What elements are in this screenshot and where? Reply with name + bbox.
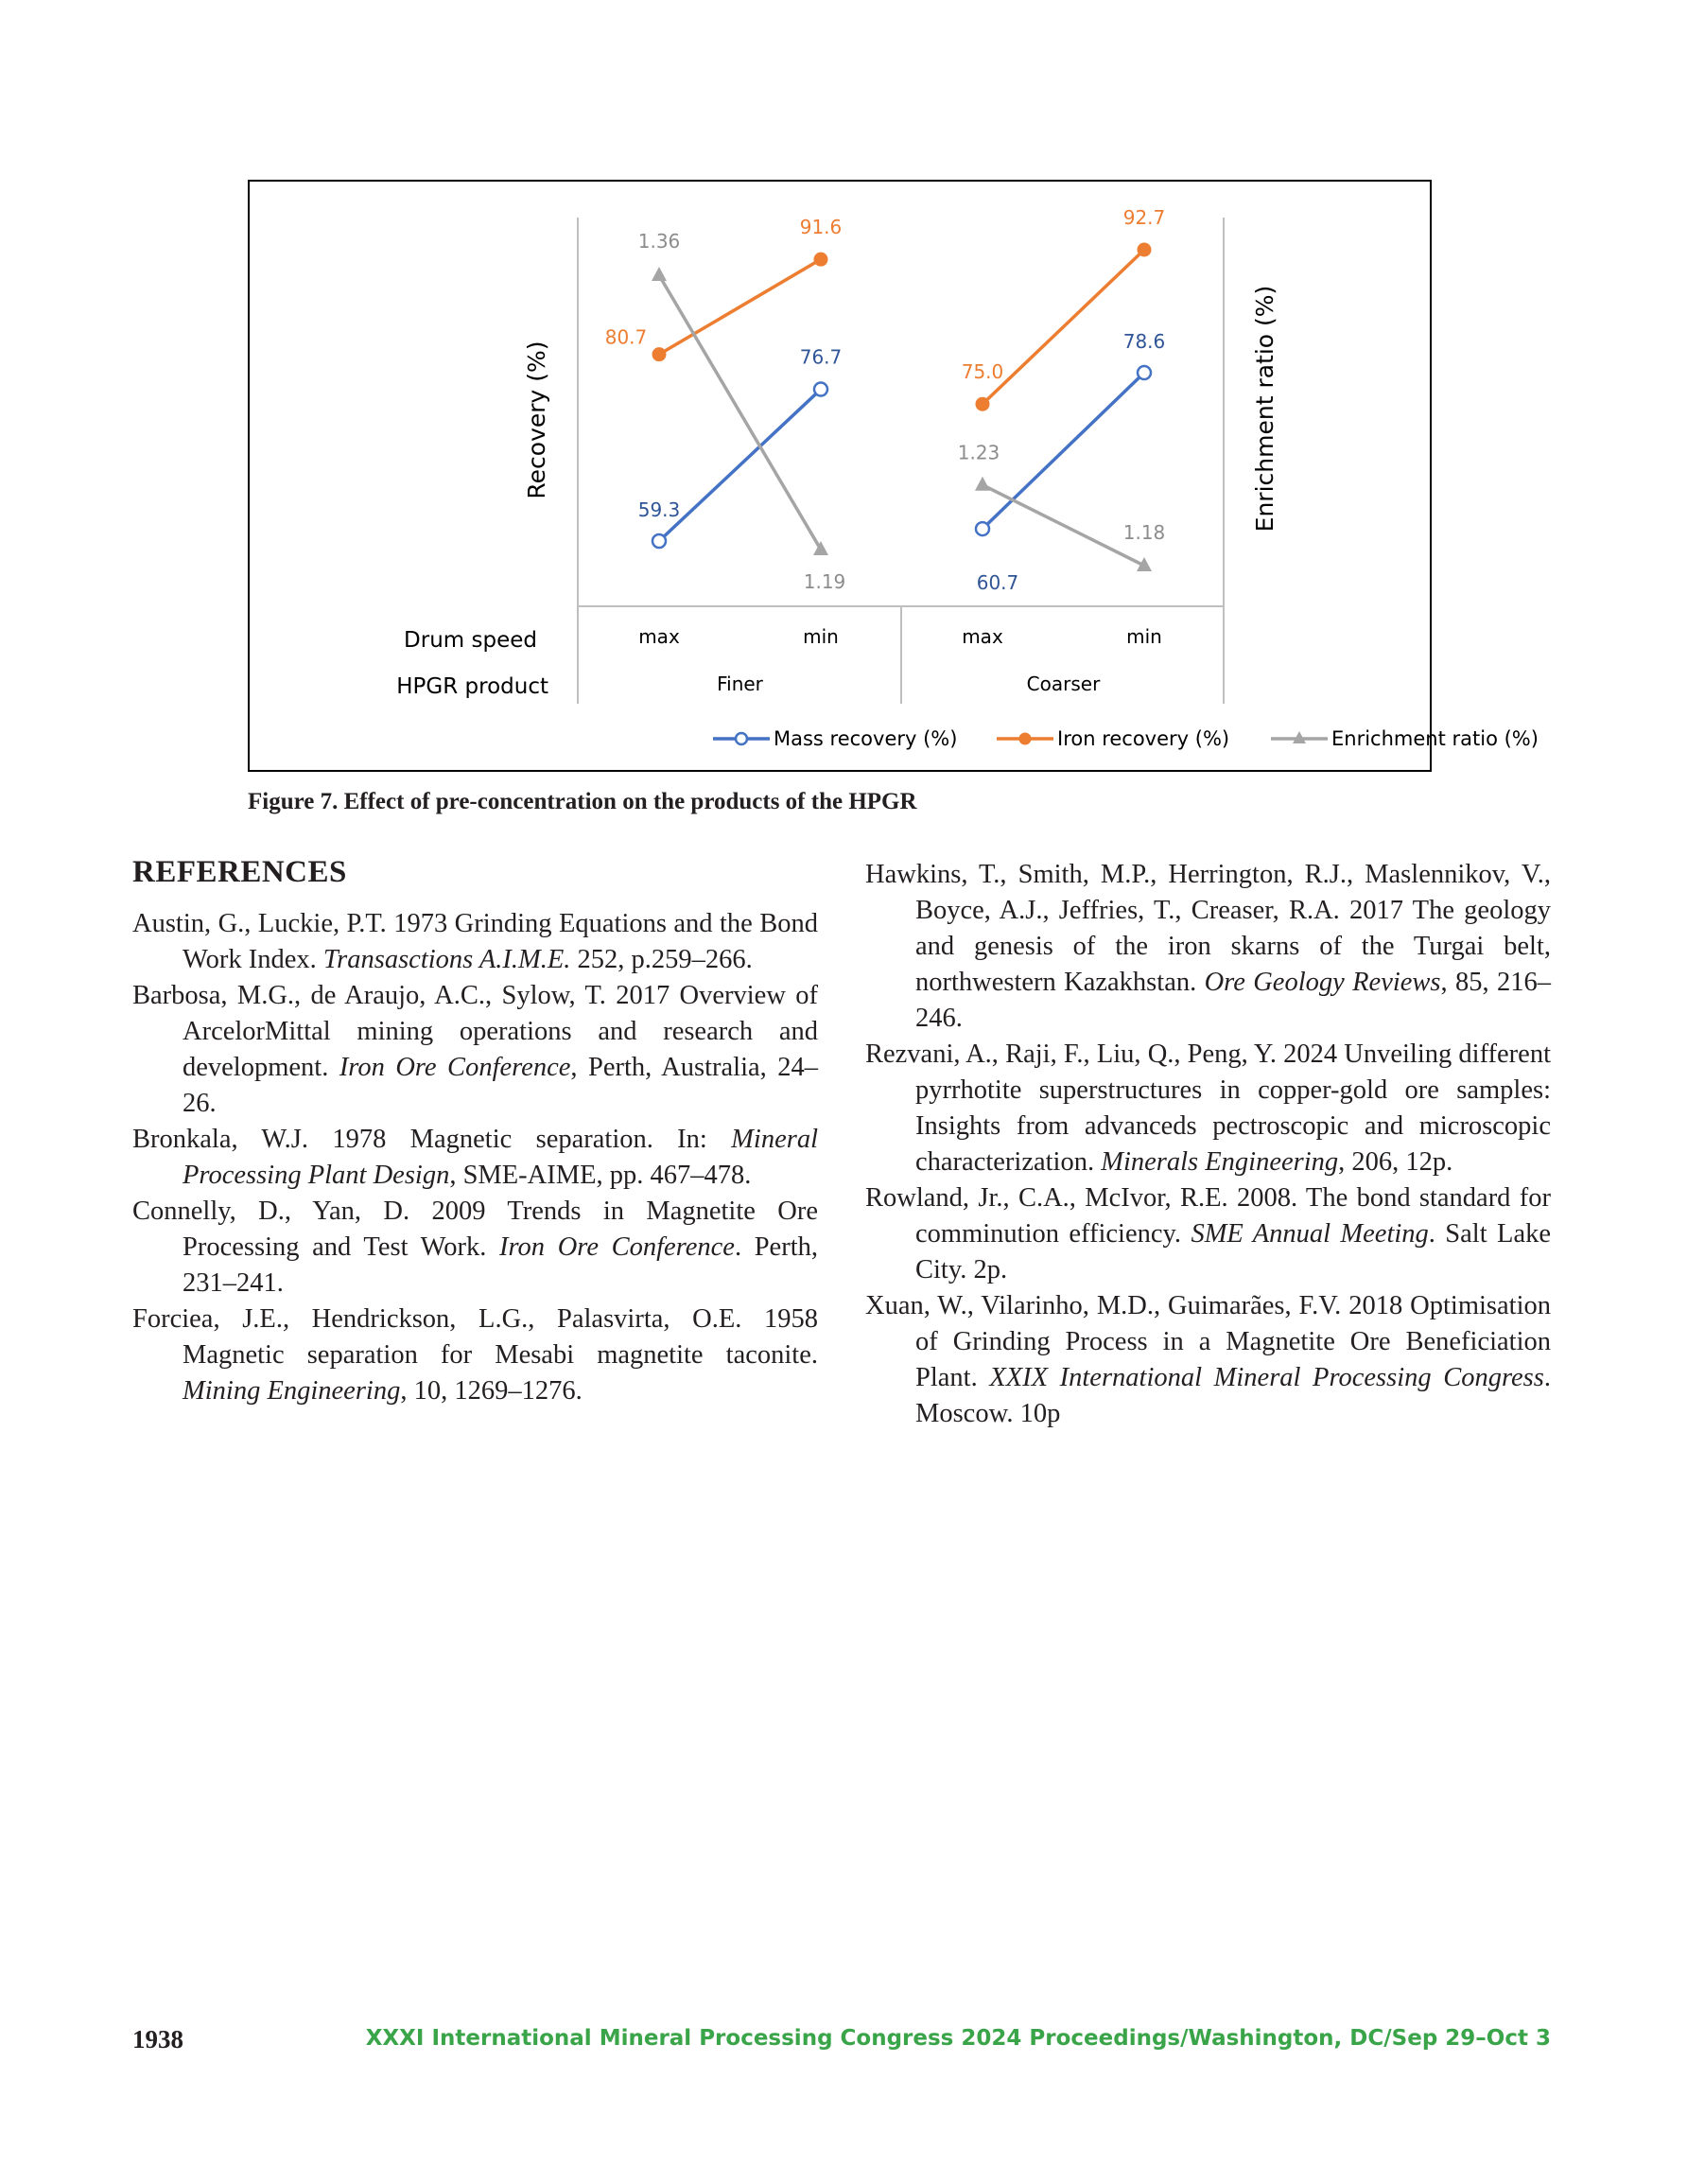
data-label: 1.36 [637,230,681,253]
y2-axis-label: Enrichment ratio (%) [1251,285,1278,533]
legend-entry: Iron recovery (%) [1057,727,1230,750]
references-column-right [865,857,1551,1432]
references-heading: REFERENCES [132,855,347,889]
reference-source: XXIX International Mineral Processing Congress [989,1363,1544,1392]
data-label: 1.19 [803,569,846,593]
category-tick-label: max [638,625,680,648]
reference-source: Ore Geology Reviews [1204,968,1441,997]
reference-text: Hawkins, T., Smith, M.P., Herrington, R.J., Maslennikov, V., Boyce, A.J., Jeffries, T., Creaser, R.A. 2017 The geology and genesis of the iron skarns of the Turgai belt, northwestern Kazakhstan. [865,860,1551,997]
reference-item [132,1302,818,1409]
reference-source: Mineral Processing Plant Design [183,1125,818,1190]
series-line-2 [659,259,821,355]
reference-item [865,1180,1551,1288]
reference-item [865,1288,1551,1432]
data-point-filled-circle [976,397,990,411]
category-tick-label: min [803,625,839,648]
reference-text: Austin, G., Luckie, P.T. 1973 Grinding Equations and the Bond Work Index. [132,909,818,974]
figure-caption: Figure 7. Effect of pre-concentration on the products of the HPGR [248,789,917,814]
reference-text: Bronkala, W.J. 1978 Magnetic separation. In: [132,1125,732,1154]
reference-source: SME Annual Meeting [1191,1219,1429,1249]
page-number: 1938 [132,2025,183,2053]
reference-text: Xuan, W., Vilarinho, M.D., Guimarães, F.V. 2018 Optimisation of Grinding Process in a Magnetite Ore Beneficiation Plant. [865,1291,1551,1392]
reference-source: Transasctions A.I.M.E. [322,945,571,974]
reference-item [865,1037,1551,1180]
data-label: 1.23 [957,441,1000,464]
reference-details: . Moscow. 10p [915,1363,1551,1428]
group-label: Coarser [1026,673,1101,695]
data-label: 80.7 [604,325,648,349]
reference-text: Forciea, J.E., Hendrickson, L.G., Palasvirta, O.E. 1958 Magnetic separation for Mesabi magnetite taconite. [132,1304,818,1370]
reference-text: Rowland, Jr., C.A., McIvor, R.E. 2008. The bond standard for comminution efficiency. [865,1183,1551,1249]
references-column-left [132,906,818,1409]
chart [250,182,1539,770]
reference-item [865,857,1551,1037]
data-point-filled-circle [652,347,667,361]
group-label: Finer [717,673,763,695]
reference-item [132,978,818,1122]
data-point-triangle [652,267,667,281]
reference-source: Mining Engineering [183,1376,401,1406]
drum-speed-row-label: Drum speed [404,628,537,653]
data-label: 78.6 [1122,330,1166,354]
data-point-open-circle [652,534,666,548]
reference-source: Minerals Engineering [1101,1147,1339,1177]
data-point-open-circle [1138,366,1151,379]
data-point-triangle [975,477,990,491]
reference-source: Iron Ore Conference [499,1232,735,1262]
data-label: 1.18 [1122,521,1166,544]
reference-details: 252, p.259–266. [570,945,753,974]
series-line-1 [983,373,1144,529]
series-line-3 [983,485,1144,566]
reference-details: , 85, 216–246. [915,968,1551,1033]
reference-details: , 10, 1269–1276. [400,1376,583,1406]
data-label: 59.3 [637,498,681,521]
y-axis-label: Recovery (%) [523,341,550,499]
reference-text: Barbosa, M.G., de Araujo, A.C., Sylow, T. 2017 Overview of ArcelorMittal mining operations and research and development. [132,981,818,1082]
reference-source: Iron Ore Conference [339,1053,571,1082]
category-tick-label: max [962,625,1003,648]
reference-item [132,906,818,978]
reference-item [132,1194,818,1302]
reference-details: , 206, 12p. [1338,1147,1453,1177]
category-tick-label: min [1126,625,1162,648]
hpgr-product-row-label: HPGR product [396,674,548,699]
data-point-filled-circle [814,253,828,267]
reference-details: , Perth, Australia, 24–26. [183,1053,818,1118]
legend-entry: Mass recovery (%) [774,727,958,750]
series-line-2 [983,250,1144,404]
legend-marker-open-circle [736,733,747,744]
data-label: 60.7 [976,571,1019,595]
data-label: 91.6 [799,216,843,239]
reference-details: , SME-AIME, pp. 467–478. [449,1161,752,1190]
figure-frame [248,180,1539,772]
data-point-open-circle [814,383,827,396]
data-label: 92.7 [1122,206,1166,229]
data-point-filled-circle [1138,243,1152,257]
reference-text: Connelly, D., Yan, D. 2009 Trends in Magnetite Ore Processing and Test Work. [132,1197,818,1262]
data-label: 76.7 [799,345,843,369]
data-point-open-circle [976,522,989,535]
reference-details: . Salt Lake City. 2p. [915,1219,1551,1284]
reference-item [132,1122,818,1194]
running-footer: XXXI International Mineral Processing Congress 2024 Proceedings/Washington, DC/Sep 29–Oct 3 [365,2026,1551,2051]
reference-text: Rezvani, A., Raji, F., Liu, Q., Peng, Y. 2024 Unveiling different pyrrhotite superstructures in copper-gold ore samples: Insights from advanceds pectroscopic and microscopic characterization. [865,1040,1551,1177]
legend-marker-filled-circle [1019,733,1032,745]
reference-details: . Perth, 231–241. [183,1232,818,1298]
data-label: 75.0 [961,360,1004,384]
legend-entry: Enrichment ratio (%) [1331,727,1539,750]
